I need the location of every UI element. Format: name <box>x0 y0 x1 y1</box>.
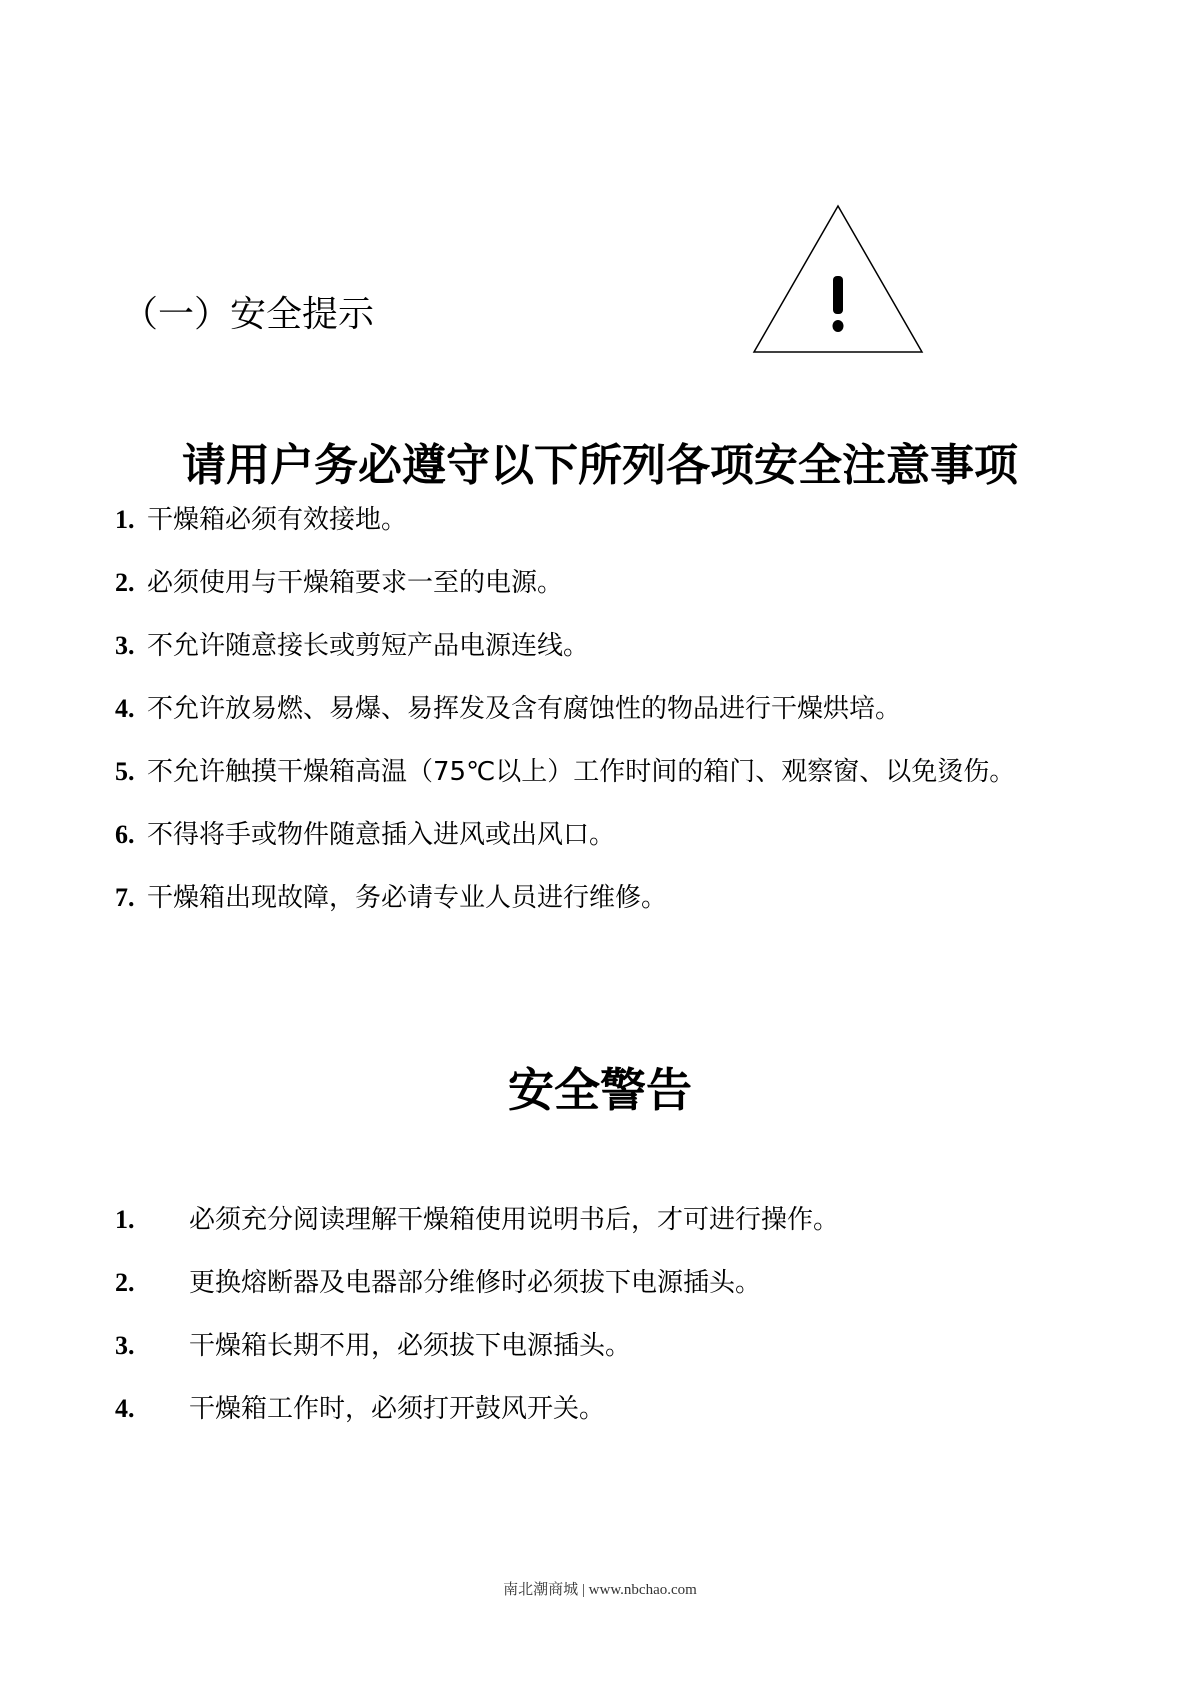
item-text: 不允许触摸干燥箱高温（75℃以上）工作时间的箱门、观察窗、以免烫伤。 <box>147 757 1016 787</box>
item-text: 不允许随意接长或剪短产品电源连线。 <box>147 631 590 661</box>
list-item <box>115 815 1015 878</box>
warning-triangle-icon <box>752 204 924 354</box>
list-item <box>115 1389 839 1452</box>
item-number: 2. <box>115 568 135 597</box>
list-item <box>115 689 1015 752</box>
item-number: 1. <box>115 1205 135 1234</box>
item-text: 必须充分阅读理解干燥箱使用说明书后，才可进行操作。 <box>189 1205 840 1235</box>
warnings-list <box>115 1200 839 1452</box>
item-number: 4. <box>115 694 135 723</box>
item-number: 5. <box>115 757 135 786</box>
item-text: 干燥箱出现故障，务必请专业人员进行维修。 <box>147 883 668 913</box>
item-number: 2. <box>115 1268 135 1297</box>
footer-watermark: 南北潮商城 | www.nbchao.com <box>503 1582 697 1598</box>
list-item <box>115 500 1015 563</box>
item-number: 6. <box>115 820 135 849</box>
item-text: 干燥箱必须有效接地。 <box>147 505 408 535</box>
item-text: 不得将手或物件随意插入进风或出风口。 <box>147 820 616 850</box>
list-item <box>115 563 1015 626</box>
item-number: 3. <box>115 1331 135 1360</box>
item-number: 1. <box>115 505 135 534</box>
list-item <box>115 1326 839 1389</box>
item-number: 4. <box>115 1394 135 1423</box>
list-item <box>115 1263 839 1326</box>
item-text: 不允许放易燃、易爆、易挥发及含有腐蚀性的物品进行干燥烘培。 <box>147 694 902 724</box>
item-text: 干燥箱工作时，必须打开鼓风开关。 <box>189 1394 606 1424</box>
item-text: 更换熔断器及电器部分维修时必须拔下电源插头。 <box>189 1268 762 1298</box>
precautions-title: 请用户务必遵守以下所列各项安全注意事项 <box>182 440 1018 491</box>
list-item <box>115 1200 839 1263</box>
list-item <box>115 878 1015 941</box>
section-heading: （一）安全提示 <box>122 294 375 335</box>
warnings-title: 安全警告 <box>508 1063 692 1117</box>
item-text: 干燥箱长期不用，必须拔下电源插头。 <box>189 1331 632 1361</box>
precautions-list <box>115 500 1015 941</box>
item-number: 7. <box>115 883 135 912</box>
item-number: 3. <box>115 631 135 660</box>
list-item <box>115 752 1015 815</box>
list-item <box>115 626 1015 689</box>
item-text: 必须使用与干燥箱要求一至的电源。 <box>147 568 564 598</box>
